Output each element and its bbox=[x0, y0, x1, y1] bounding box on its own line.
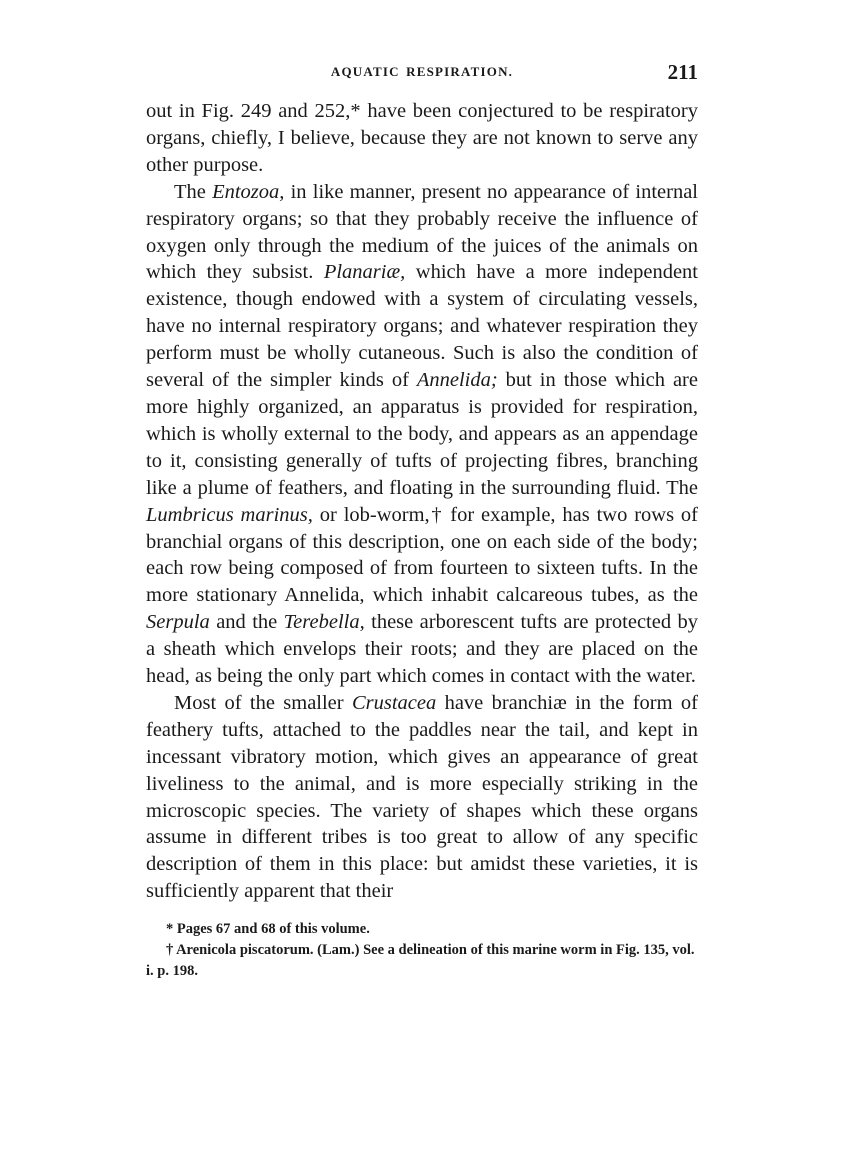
text-run: but in those which are more highly organized, an apparatus is provided for respiration, which is wholly external to the body, and appears as an appendage to it, consisting generally of tufts of projecting fibres, branching like a plume of feathers, and floating in the surrounding fluid. The bbox=[146, 369, 698, 499]
italic-term: Planariæ, bbox=[323, 261, 406, 284]
italic-term: Annelida; bbox=[416, 369, 498, 392]
footnote: * Pages 67 and 68 of this volume. bbox=[166, 921, 370, 938]
page-number: 211 bbox=[667, 60, 698, 84]
text-run: The bbox=[174, 180, 213, 203]
text-run: Most of the smaller bbox=[174, 691, 352, 714]
text-run: these arborescent tufts are protected by a sheath which envelops their roots; and they are placed on the head, as being the only part which comes in contact with the water. bbox=[146, 611, 698, 688]
paragraph bbox=[146, 179, 698, 690]
page-header bbox=[146, 60, 698, 90]
paragraph bbox=[146, 98, 698, 179]
text-run: have branchiæ in the form of feathery tufts, attached to the paddles near the tail, and kept in incessant vibratory motion, which gives an appearance of great liveliness to the animal, and is more especially striking in the microscopic species. The variety of shapes which these organs assume in different tribes is too great to allow of any specific description of them in this place: but amidst these varieties, it is sufficiently apparent that their bbox=[146, 691, 698, 903]
paragraph bbox=[146, 690, 698, 905]
footnote: † Arenicola piscatorum. (Lam.) See a delineation of this marine worm in Fig. 135, vol. i. p. 198. bbox=[146, 942, 695, 980]
text-run: or lob-worm,† for example, has two rows of branchial organs of this description, one on each side of the body; each row being composed of from fourteen to sixteen tufts. In the more stationary Annelida, which inhabit calcareous tubes, as the bbox=[146, 503, 699, 607]
text-run: which have a more independent existence, though endowed with a system of circulating vessels, have no internal respiratory organs; and whatever respiration they perform must be wholly cutaneous. Such is also the condition of several of the simpler kinds of bbox=[146, 261, 698, 392]
italic-term: Serpula bbox=[146, 611, 210, 634]
book-page bbox=[146, 60, 698, 982]
italic-term: Lumbricus marinus, bbox=[146, 503, 313, 526]
text-run: and the bbox=[209, 611, 284, 634]
running-head: AQUATIC RESPIRATION. bbox=[330, 64, 514, 79]
text-run: in like manner, present no appearance of internal respiratory organs; so that they probably receive the influence of oxygen only through the medium of the juices of the animals on which they subsist. bbox=[146, 180, 699, 284]
italic-term: Entozoa, bbox=[212, 180, 285, 203]
text-run: out in Fig. 249 and 252,* have been conjectured to be respiratory organs, chiefly, I believe, because they are not known to serve any other purpose. bbox=[146, 100, 698, 176]
italic-term: Terebella, bbox=[283, 611, 365, 634]
body-text bbox=[146, 98, 698, 905]
italic-term: Crustacea bbox=[351, 691, 437, 714]
footnotes bbox=[146, 919, 698, 982]
